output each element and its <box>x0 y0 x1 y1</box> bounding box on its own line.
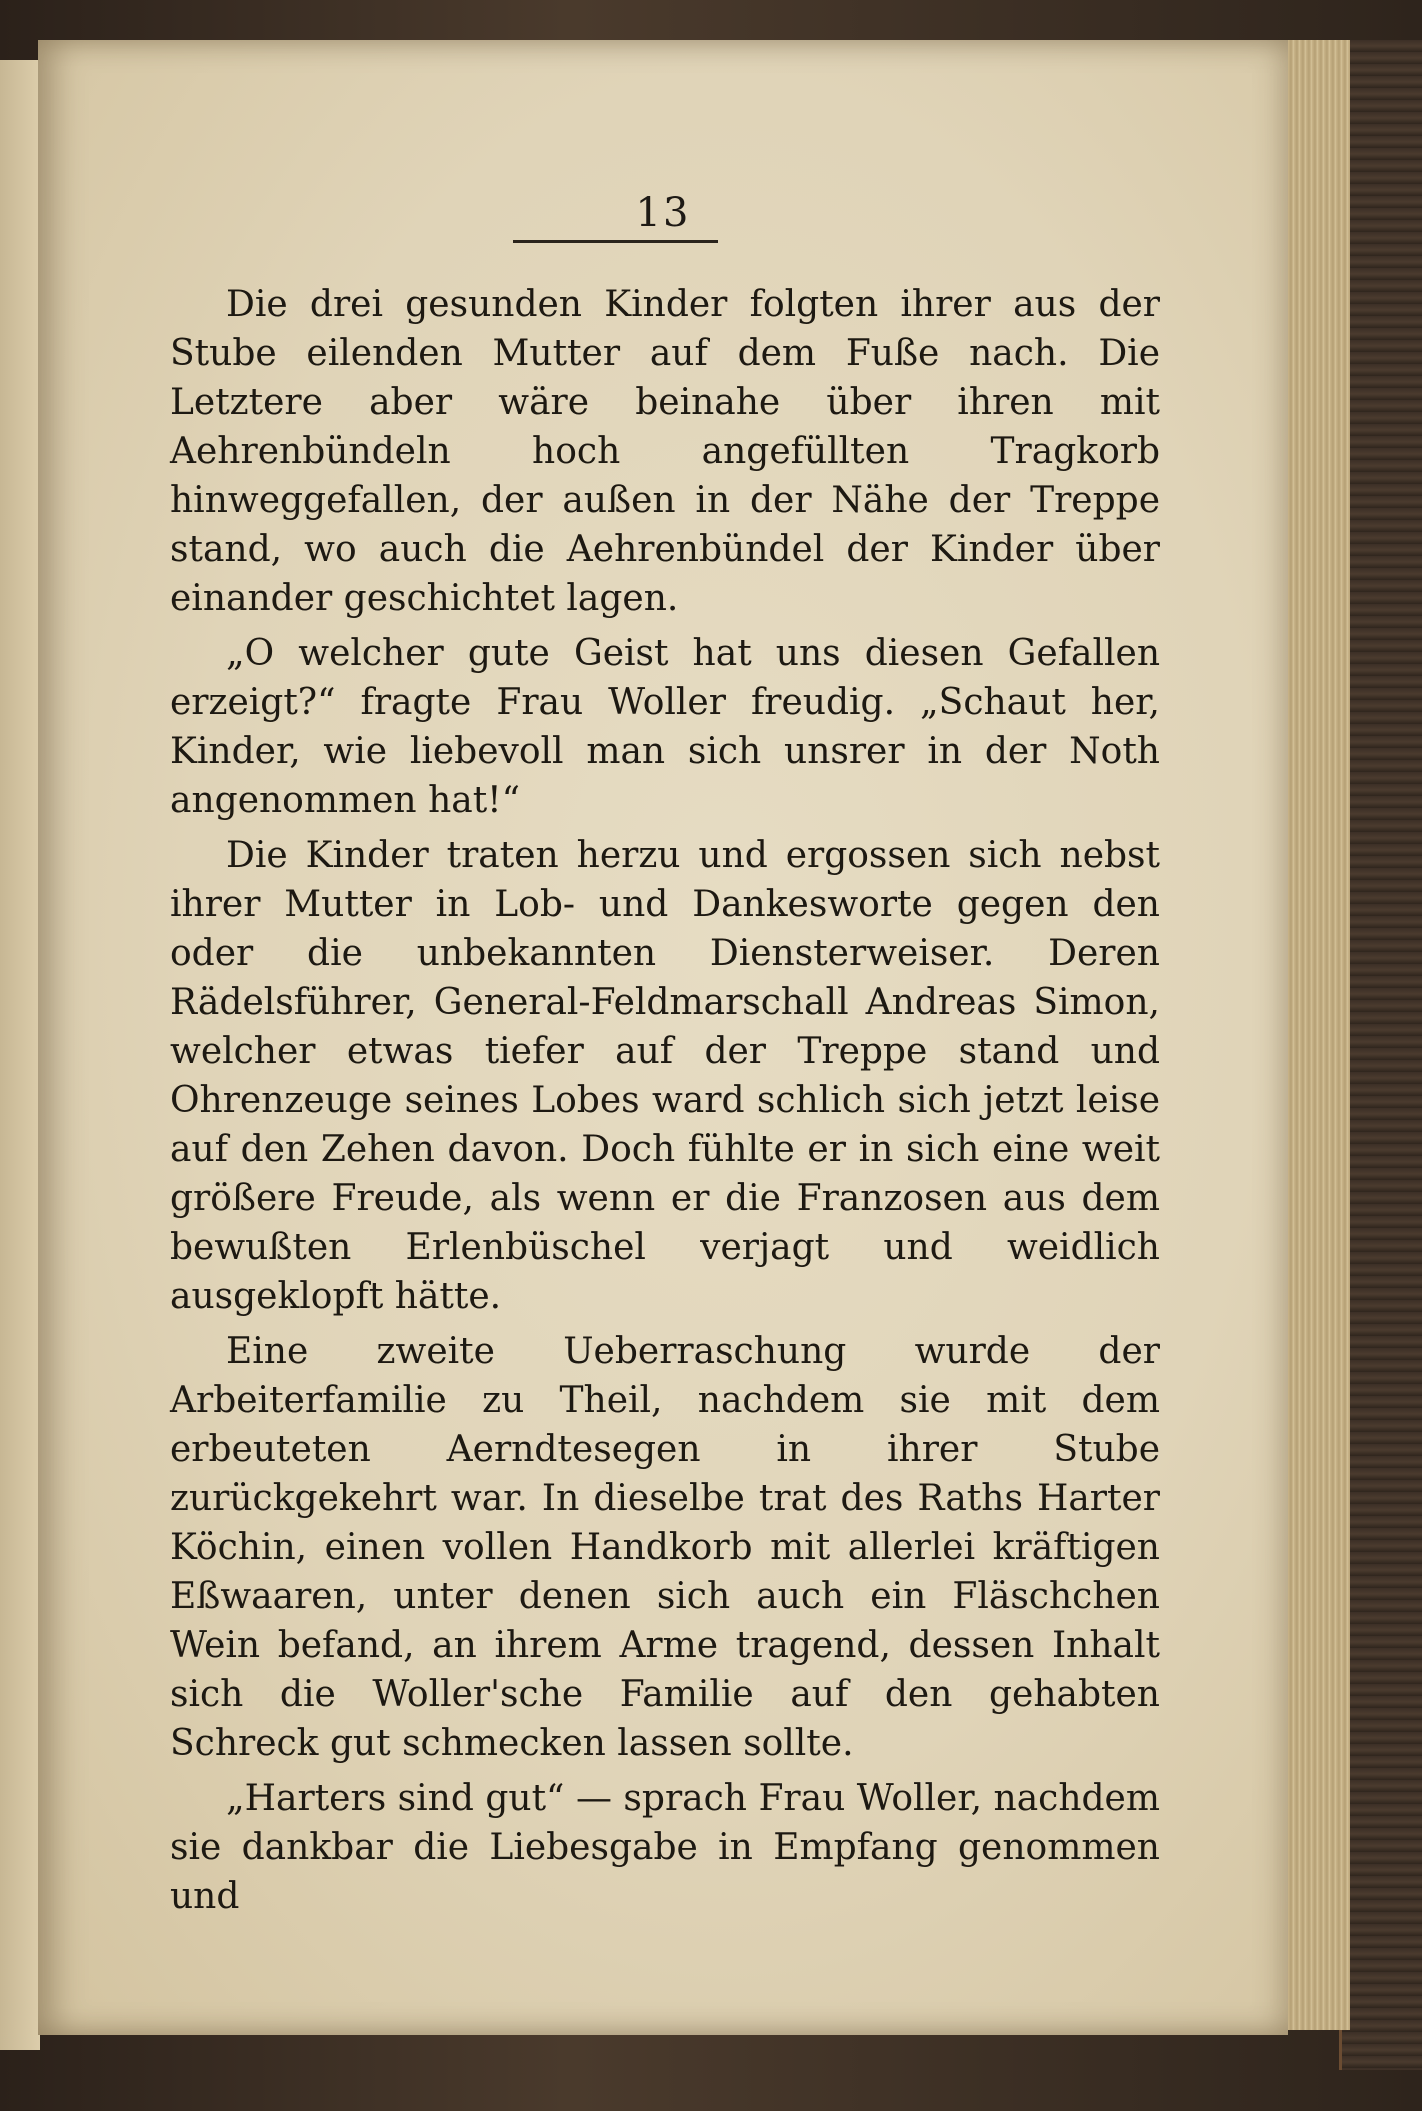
page-body-text <box>170 280 1160 1921</box>
paragraph-2: „O welcher gute Geist hat uns diesen Gefallen erzeigt?“ fragte Frau Woller freudig. „Schaut her, Kinder, wie liebevoll man sich unsrer in der Noth angenommen hat!“ <box>170 633 1160 821</box>
paragraph-5: „Harters sind gut“ — sprach Frau Woller, nachdem sie dankbar die Liebesgabe in Empfang genommen und <box>170 1778 1160 1917</box>
paragraph-1: Die drei gesunden Kinder folgten ihrer aus der Stube eilenden Mutter auf dem Fuße nach. Die Letztere aber wäre beinahe über ihren mit Aehrenbündeln hoch angefüllten Tragkorb hinweggefallen, der außen in der Nähe der Treppe stand, wo auch die Aehrenbündel der Kinder über einander geschichtet lagen. <box>170 284 1160 619</box>
page-number-rule <box>513 240 718 243</box>
page-number: 13 <box>635 190 691 236</box>
book-cover-edge <box>1339 40 1422 2070</box>
paragraph-4: Eine zweite Ueberraschung wurde der Arbeiterfamilie zu Theil, nachdem sie mit dem erbeuteten Aerndtesegen in ihrer Stube zurückgekehrt war. In dieselbe trat des Raths Harter Köchin, einen vollen Handkorb mit allerlei kräftigen Eßwaaren, unter denen sich auch ein Fläschchen Wein befand, an ihrem Arme tragend, dessen Inhalt sich die Woller'sche Familie auf den gehabten Schreck gut schmecken lassen sollte. <box>170 1331 1160 1764</box>
left-page-strip <box>0 60 40 2050</box>
paragraph-3: Die Kinder traten herzu und ergossen sich nebst ihrer Mutter in Lob- und Dankesworte gegen den oder die unbekannten Diensterweiser. Deren Rädelsführer, General-Feldmarschall Andreas Simon, welcher etwas tiefer auf der Treppe stand und Ohrenzeuge seines Lobes ward schlich sich jetzt leise auf den Zehen davon. Doch fühlte er in sich eine weit größere Freude, als wenn er die Franzosen aus dem bewußten Erlenbüschel verjagt und weidlich ausgeklopft hätte. <box>170 835 1160 1317</box>
book-page <box>38 40 1288 2035</box>
